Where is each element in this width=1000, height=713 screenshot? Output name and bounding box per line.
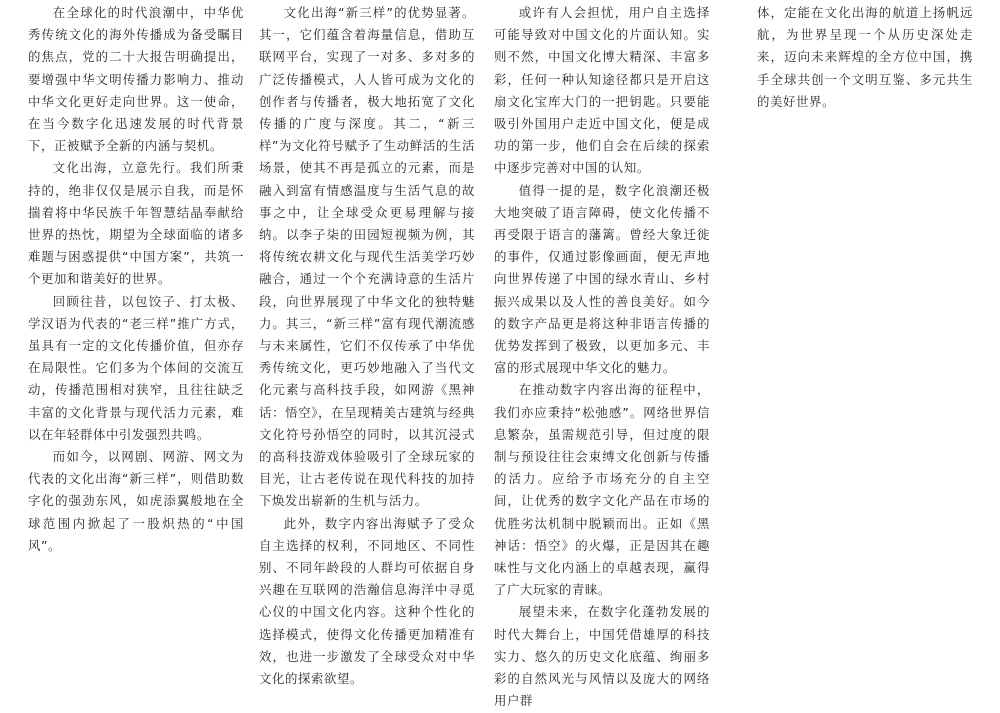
article-column-4	[757, 2, 973, 113]
paragraph: 回顾往昔，以包饺子、打太极、学汉语为代表的“老三样”推广方式，虽具有一定的文化传播价值，但亦存在局限性。它们多为个体间的交流互动，传播范围相对狭窄，且往往缺乏丰富的文化背景与现代活力元素，难以在年轻群体中引发强烈共鸣。	[28, 293, 244, 442]
article-column-1	[28, 2, 244, 557]
paragraph: 此外，数字内容出海赋予了受众自主选择的权利，不同地区、不同性别、不同年龄段的人群均可依据自身兴趣在互联网的浩瀚信息海洋中寻觅心仪的中国文化内容。这种个性化的选择模式，使得文化传播更加精准有效，也进一步激发了全球受众对中华文化的探索欲望。	[259, 515, 475, 687]
paragraph: 在推动数字内容出海的征程中，我们亦应秉持“松弛感”。网络世界信息繁杂，虽需规范引导，但过度的限制与预设往往会束缚文化创新与传播的活力。应给予市场充分的自主空间，让优秀的数字文化产品在市场的优胜劣汰机制中脱颖而出。正如《黑神话：悟空》的火爆，正是因其在趣味性与文化内涵上的卓越表现，赢得了广大玩家的青睐。	[494, 382, 710, 598]
article-column-3	[494, 2, 710, 709]
paragraph: 文化出海，立意先行。我们所秉持的，绝非仅仅是展示自我，而是怀揣着将中华民族千年智慧结晶奉献给世界的热忱，期望为全球面临的诸多难题与困惑提供“中国方案”，共筑一个更加和谐美好的世界。	[28, 160, 244, 287]
paragraph: 值得一提的是，数字化浪潮还极大地突破了语言障碍，使文化传播不再受限于语言的藩篱。曾经大象迁徙的事件，仅通过影像画面，便无声地向世界传递了中国的绿水青山、乡村振兴成果以及人性的善良美好。如今的数字产品更是将这种非语言传播的优势发挥到了极致，以更加多元、丰富的形式展现中华文化的魅力。	[494, 182, 710, 376]
paragraph-continued: 体，定能在文化出海的航道上扬帆远航，为世界呈现一个从历史深处走来，迈向未来辉煌的全方位中国，携手全球共创一个文明互鉴、多元共生的美好世界。	[757, 5, 973, 109]
article-column-2	[259, 2, 475, 687]
paragraph: 文化出海“新三样”的优势显著。其一，它们蕴含着海量信息，借助互联网平台，实现了一对多、多对多的广泛传播模式，人人皆可成为文化的创作者与传播者，极大地拓宽了文化传播的广度与深度。其二，“新三样”为文化符号赋予了生动鲜活的生活场景，使其不再是孤立的元素，而是融入到富有情感温度与生活气息的故事之中，让全球受众更易理解与接纳。以李子柒的田园短视频为例，其将传统农耕文化与现代生活美学巧妙融合，通过一个个充满诗意的生活片段，向世界展现了中华文化的独特魅力。其三，“新三样”富有现代潮流感与未来属性，它们不仅传承了中华优秀传统文化，更巧妙地融入了当代文化元素与高科技手段，如网游《黑神话：悟空》，在呈现精美古建筑与经典文化符号孙悟空的同时，以其沉浸式的高科技游戏体验吸引了全球玩家的目光，让古老传说在现代科技的加持下焕发出崭新的生机与活力。	[259, 5, 475, 509]
paragraph: 展望未来，在数字化蓬勃发展的时代大舞台上，中国凭借雄厚的科技实力、悠久的历史文化底蕴、绚丽多彩的自然风光与风情以及庞大的网络用户群	[494, 604, 710, 709]
paragraph: 而如今，以网剧、网游、网文为代表的文化出海“新三样”，则借助数字化的强劲东风，如虎添翼般地在全球范围内掀起了一股炽热的“中国风”。	[28, 449, 244, 553]
paragraph: 或许有人会担忧，用户自主选择可能导致对中国文化的片面认知。实则不然，中国文化博大精深、丰富多彩，任何一种认知途径都只是开启这扇文化宝库大门的一把钥匙。只要能吸引外国用户走近中国文化，便是成功的第一步，他们自会在后续的探索中逐步完善对中国的认知。	[494, 5, 710, 176]
paragraph: 在全球化的时代浪潮中，中华优秀传统文化的海外传播成为备受瞩目的焦点，党的二十大报告明确提出，要增强中华文明传播力影响力、推动中华文化更好走向世界。这一使命，在当今数字化迅速发展的时代背景下，正被赋予全新的内涵与契机。	[28, 5, 244, 154]
